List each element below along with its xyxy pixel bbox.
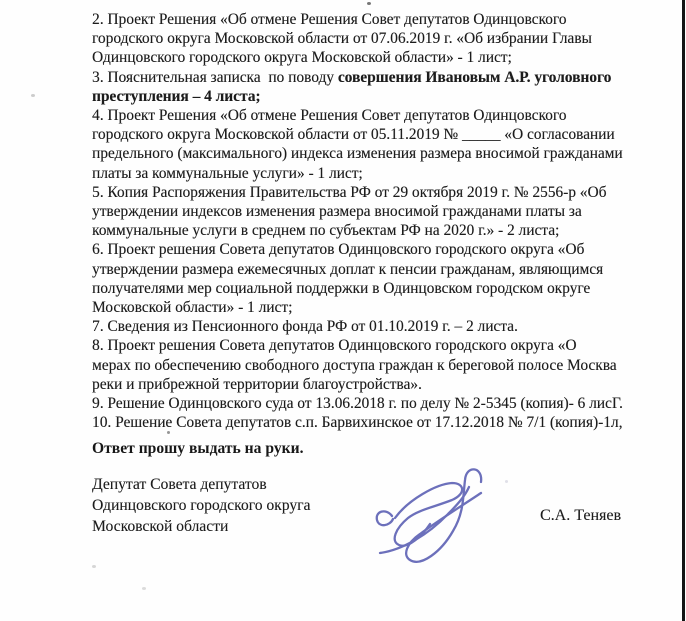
document-line [92, 375, 623, 394]
bold-text-segment: совершения Ивановым А.Р. уголовного [337, 68, 612, 86]
document-line [92, 48, 623, 67]
text-segment: 8. Проект решения Совета депутатов Одинцовского городского округа «О [92, 337, 577, 355]
text-segment: 4. Проект Решения «Об отмене Решения Совет депутатов Одинцовского [92, 107, 567, 125]
document-line [92, 202, 623, 221]
document-line [92, 106, 623, 125]
text-segment: утверждении размера ежемесячных доплат к пенсии гражданам, являющимся [92, 260, 604, 278]
document-line [92, 260, 623, 279]
signer-title-line-2: Одинцовского городского округа [92, 497, 311, 514]
scan-speck [367, 2, 371, 5]
text-segment: Одинцовского городского округа Московской области» - 1 лист; [92, 49, 512, 67]
text-segment: утверждении индексов изменения размера вносимой гражданами платы за [92, 203, 582, 221]
document-line [92, 183, 623, 202]
text-segment: Московской области» - 1 лист; [92, 299, 293, 317]
text-segment: 7. Сведения из Пенсионного фонда РФ от 01.10.2019 г. – 2 листа. [92, 318, 518, 336]
text-segment: городского округа Московской области от 07.06.2019 г. «Об избрании Главы [92, 30, 592, 48]
text-segment: 2. Проект Решения «Об отмене Решения Совет депутатов Одинцовского [92, 11, 567, 28]
document-line [92, 144, 623, 163]
text-segment: городского округа Московской области от 05.11.2019 № _____ «О согласовании [92, 126, 615, 144]
bold-text-segment: преступления – 4 листа; [92, 87, 261, 105]
scan-speck [167, 431, 170, 434]
document-line [92, 164, 623, 183]
document-line [92, 336, 623, 355]
scan-speck [142, 587, 146, 590]
scan-speck [31, 94, 35, 97]
scan-speck [505, 480, 508, 483]
document-line [92, 279, 623, 298]
document-line [92, 413, 623, 432]
text-segment: предельного (максимального) индекса изменения размера вносимой гражданами [92, 145, 623, 163]
document-line [92, 298, 623, 317]
text-segment: реки и прибрежной территории благоустройства». [92, 375, 422, 393]
document-body [92, 10, 623, 432]
text-segment: 5. Копия Распоряжения Правительства РФ от 29 октября 2019 г. № 2556-р «Об [92, 183, 607, 201]
text-segment: получателями мер социальной поддержки в Одинцовском городском округе [92, 279, 591, 297]
document-line [92, 356, 623, 375]
text-segment: платы за коммунальные услуги» - 1 лист; [92, 164, 363, 182]
handwritten-signature-icon [362, 456, 502, 571]
document-line [92, 125, 623, 144]
signer-name: С.А. Теняев [540, 507, 622, 524]
signer-title-line-3: Московской области [92, 518, 229, 535]
page-edge-scan-line [682, 0, 685, 621]
text-segment: 9. Решение Одинцовского суда от 13.06.2018 г. по делу № 2-5345 (копия)- 6 лисГ. [92, 395, 623, 413]
request-line: Ответ прошу выдать на руки. [92, 440, 304, 457]
document-line [92, 240, 623, 259]
text-segment: мерах по обеспечению свободного доступа граждан к береговой полосе Москва [92, 356, 617, 374]
signer-title-block [92, 474, 310, 537]
text-segment: 3. Пояснительная записка по поводу [92, 68, 338, 86]
signer-title-line-1: Депутат Совета депутатов [92, 476, 267, 493]
document-line [92, 221, 623, 240]
scan-speck [92, 565, 96, 568]
document-line [92, 87, 623, 106]
document-line [92, 317, 623, 336]
document-line [92, 10, 623, 29]
document-line [92, 394, 623, 413]
text-segment: 10. Решение Совета депутатов с.п. Барвихинское от 17.12.2018 № 7/1 (копия)-1л, [92, 414, 623, 432]
document-line [92, 68, 623, 87]
document-line [92, 29, 623, 48]
text-segment: 6. Проект решения Совета депутатов Одинцовского городского округа «Об [92, 241, 585, 259]
text-segment: коммунальные услуги в среднем по субъектам РФ на 2020 г.» - 2 листа; [92, 222, 560, 240]
